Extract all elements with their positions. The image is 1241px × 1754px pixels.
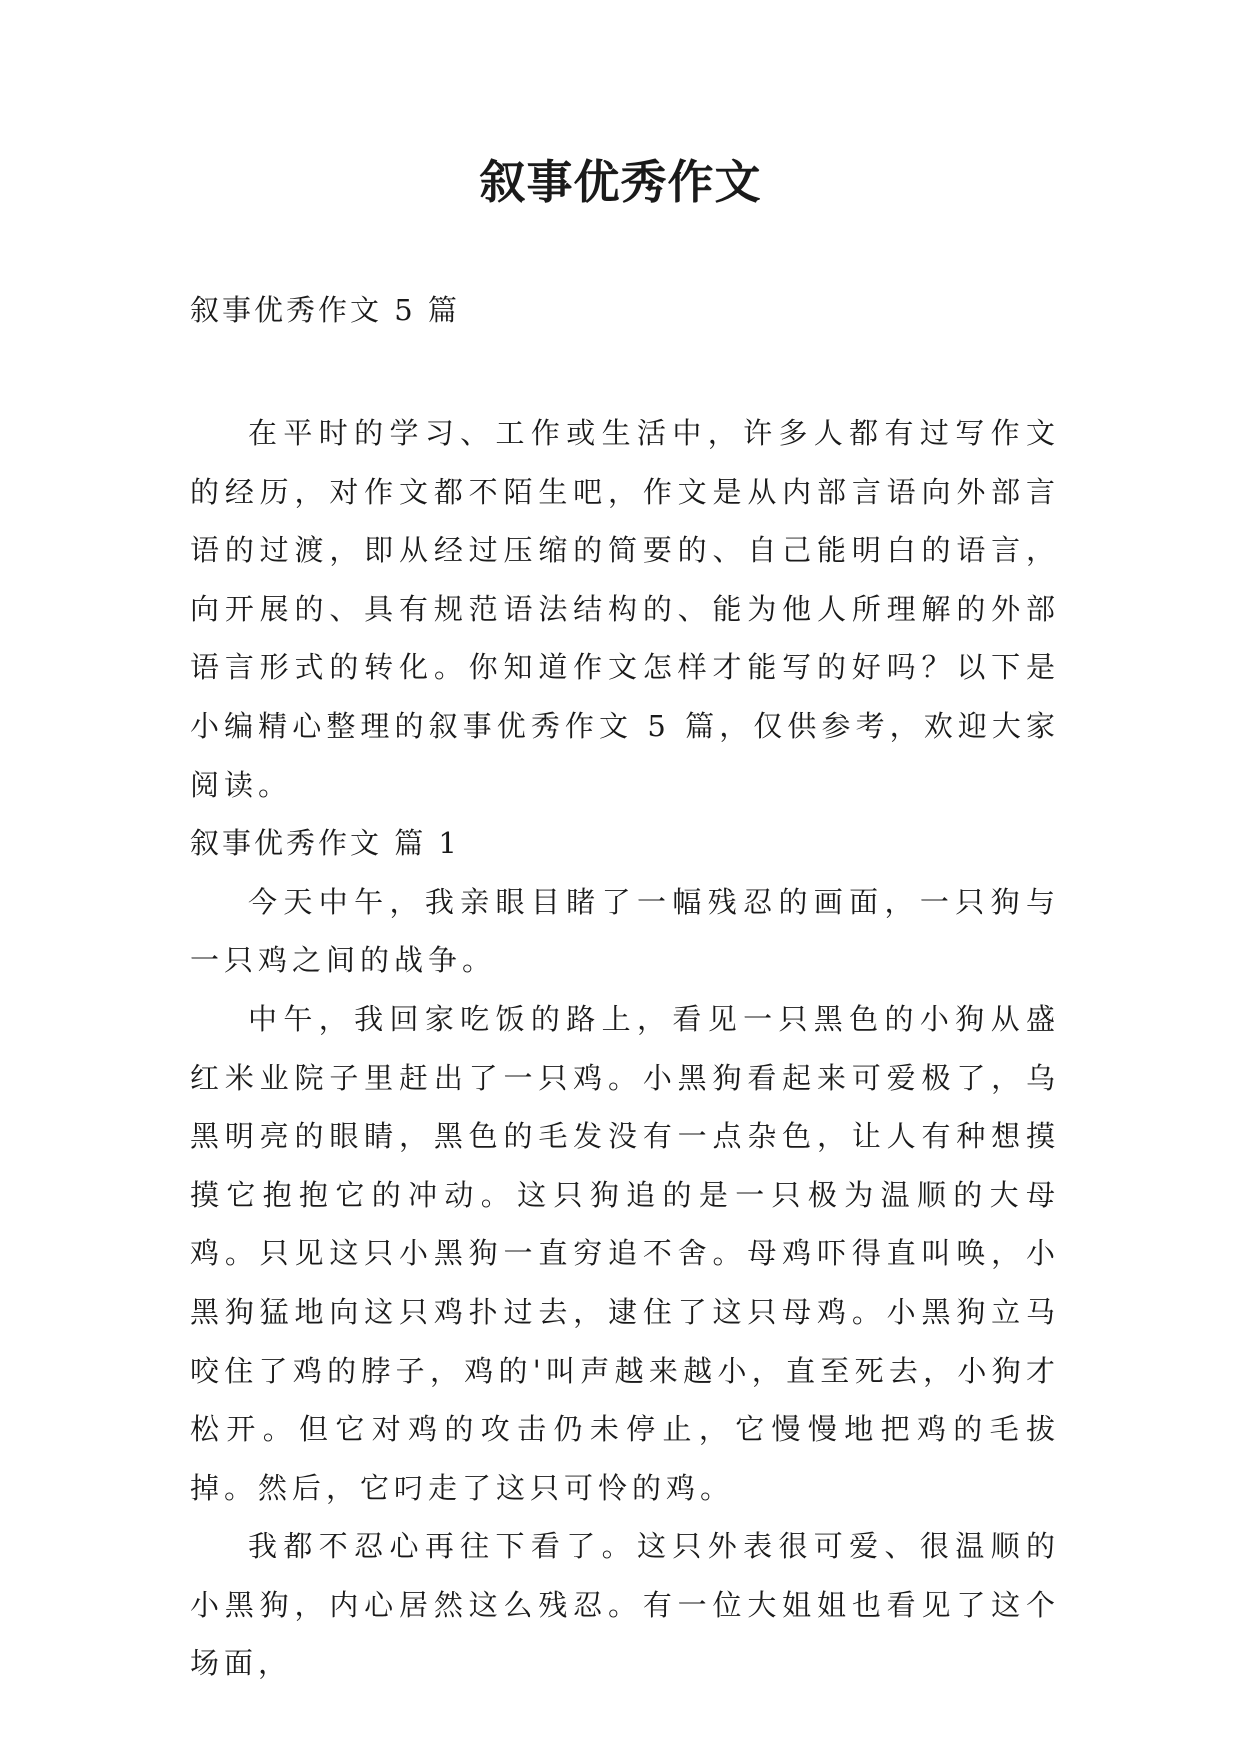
document-title: 叙事优秀作文 <box>479 155 762 209</box>
body-paragraph: 今天中午，我亲眼目睹了一幅残忍的画面，一只狗与一只鸡之间的战争。 <box>190 884 1060 978</box>
body-paragraph: 我都不忍心再往下看了。这只外表很可爱、很温顺的小黑狗，内心居然这么残忍。有一位大姐姐也看见了这个场面， <box>190 1529 1060 1681</box>
document-body <box>190 404 1060 1693</box>
intro-paragraph: 在平时的学习、工作或生活中，许多人都有过写作文的经历，对作文都不陌生吧，作文是从内部言语向外部言语的过渡，即从经过压缩的简要的、自己能明白的语言，向开展的、具有规范语法结构的、能为他人所理解的外部语言形式的转化。你知道作文怎样才能写的好吗？以下是小编精心整理的叙事优秀作文 5 篇，仅供参考，欢迎大家阅读。 <box>190 416 1060 802</box>
body-paragraph: 中午，我回家吃饭的路上，看见一只黑色的小狗从盛红米业院子里赶出了一只鸡。小黑狗看起来可爱极了，乌黑明亮的眼睛，黑色的毛发没有一点杂色，让人有种想摸摸它抱抱它的冲动。这只狗追的是一只极为温顺的大母鸡。只见这只小黑狗一直穷追不舍。母鸡吓得直叫唤，小黑狗猛地向这只鸡扑过去，逮住了这只母鸡。小黑狗立马咬住了鸡的脖子，鸡的'叫声越来越小，直至死去，小狗才松开。但它对鸡的攻击仍未停止，它慢慢地把鸡的毛拔掉。然后，它叼走了这只可怜的鸡。 <box>190 1001 1060 1505</box>
document-subtitle: 叙事优秀作文 5 篇 <box>190 293 460 327</box>
section-heading: 叙事优秀作文 篇 1 <box>190 826 460 861</box>
